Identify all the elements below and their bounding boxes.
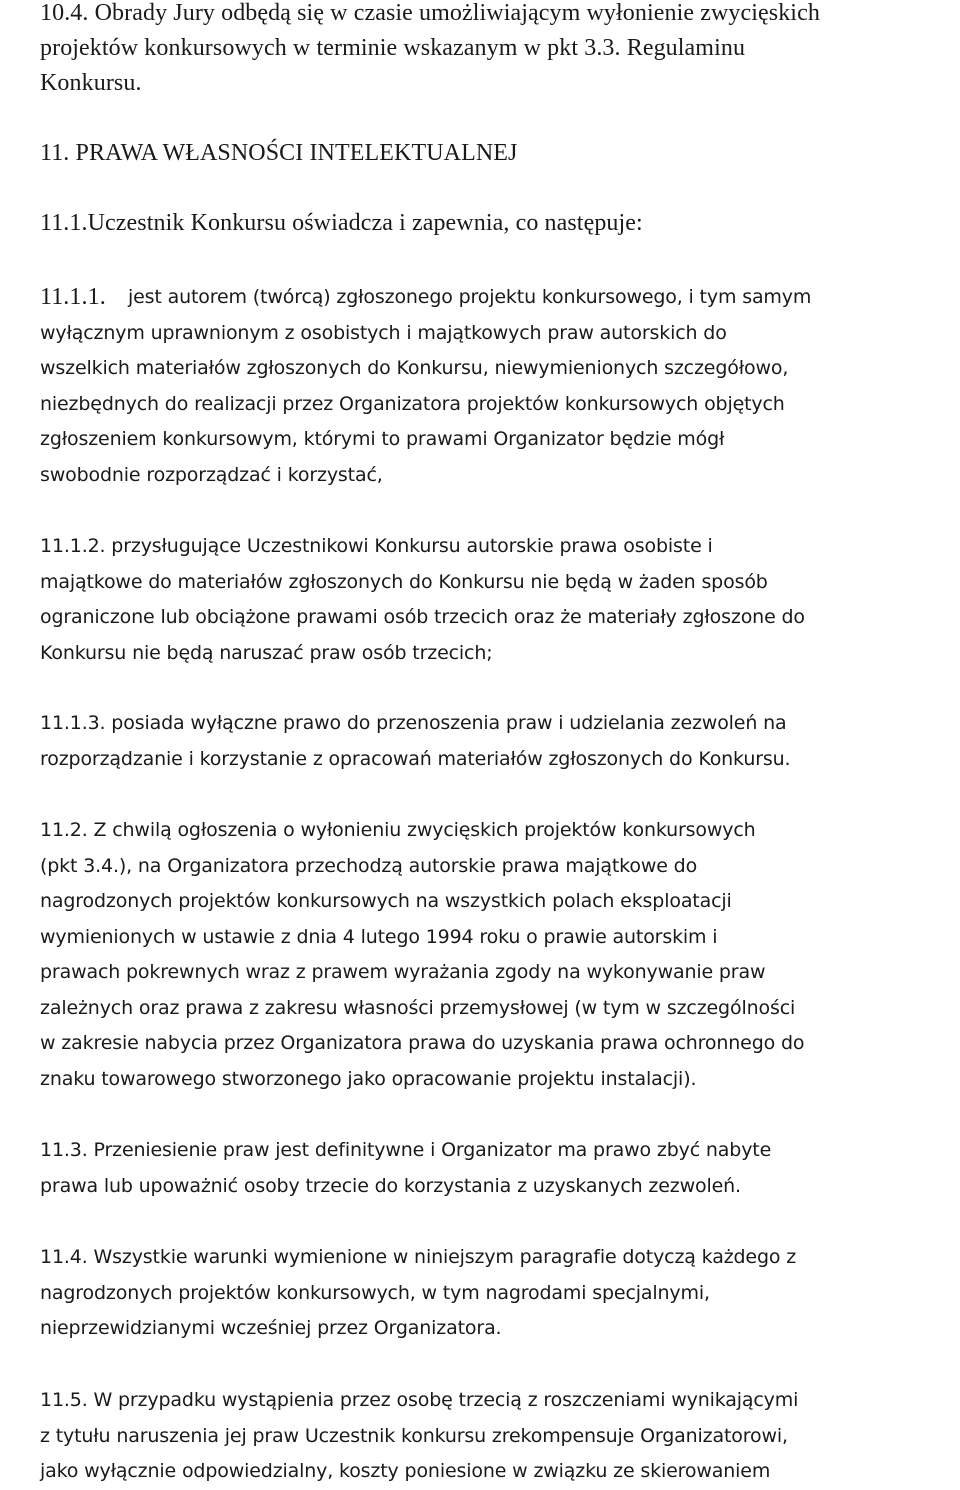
paragraph-10-4: 10.4. Obrady Jury odbędą się w czasie umożliwiającym wyłonienie zwycięskich projektów konkursowych w terminie wskazanym w pkt 3.3. Regulaminu Konkursu. bbox=[40, 0, 820, 96]
paragraph-11-5: 11.5. W przypadku wystąpienia przez osobę trzecią z roszczeniami wynikającymi z tytułu naruszenia jej praw Uczestnik konkursu zrekompensuje Organizatorowi, jako wyłącznie odpowiedzialny, koszty poniesione w związku ze skierowaniem bbox=[40, 1389, 799, 1482]
paragraph-11-3: 11.3. Przeniesienie praw jest definitywne i Organizator ma prawo zbyć nabyte prawa lub upoważnić osoby trzecie do korzystania z uzyskanych zezwoleń. bbox=[40, 1139, 772, 1197]
paragraph-11-1-3: 11.1.3. posiada wyłączne prawo do przenoszenia praw i udzielania zezwoleń na rozporządzanie i korzystanie z opracowań materiałów zgłoszonych do Konkursu. bbox=[40, 712, 791, 770]
paragraph-11-2: 11.2. Z chwilą ogłoszenia o wyłonieniu zwycięskich projektów konkursowych (pkt 3.4.), na Organizatora przechodzą autorskie prawa majątkowe do nagrodzonych projektów konkursowych na wszystkich polach eksploatacji wymienionych w ustawie z dnia 4 lutego 1994 roku o prawie autorskim i prawach pokrewnych wraz z prawem wyrażania zgody na wykonywanie praw zależnych oraz prawa z zakresu własności przemysłowej (w tym w szczególności w zakresie nabycia przez Organizatora prawa do uzyskania prawa ochronnego do znaku towarowego stworzonego jako opracowanie projektu instalacji). bbox=[40, 819, 805, 1090]
paragraph-11-1-1-number: 11.1.1. bbox=[40, 284, 106, 310]
paragraph-11-1-1-text: jest autorem (twórcą) zgłoszonego projektu konkursowego, i tym samym wyłącznym uprawnionym z osobistych i majątkowych praw autorskich do wszelkich materiałów zgłoszonych do Konkursu, niewymienionych szczegółowo, niezbędnych do realizacji przez Organizatora projektów konkursowych objętych zgłoszeniem konkursowym, którymi to prawami Organizator będzie mógł swobodnie rozporządzać i korzystać, bbox=[40, 286, 812, 486]
section-heading-11: 11. PRAWA WŁASNOŚCI INTELEKTUALNEJ bbox=[40, 140, 518, 166]
paragraph-11-1-2: 11.1.2. przysługujące Uczestnikowi Konkursu autorskie prawa osobiste i majątkowe do materiałów zgłoszonych do Konkursu nie będą w żaden sposób ograniczone lub obciążone prawami osób trzecich oraz że materiały zgłoszone do Konkursu nie będą naruszać praw osób trzecich; bbox=[40, 535, 805, 664]
paragraph-11-4: 11.4. Wszystkie warunki wymienione w niniejszym paragrafie dotyczą każdego z nagrodzonych projektów konkursowych, w tym nagrodami specjalnymi, nieprzewidzianymi wcześniej przez Organizatora. bbox=[40, 1246, 797, 1339]
paragraph-11-1: 11.1.Uczestnik Konkursu oświadcza i zapewnia, co następuje: bbox=[40, 210, 643, 236]
